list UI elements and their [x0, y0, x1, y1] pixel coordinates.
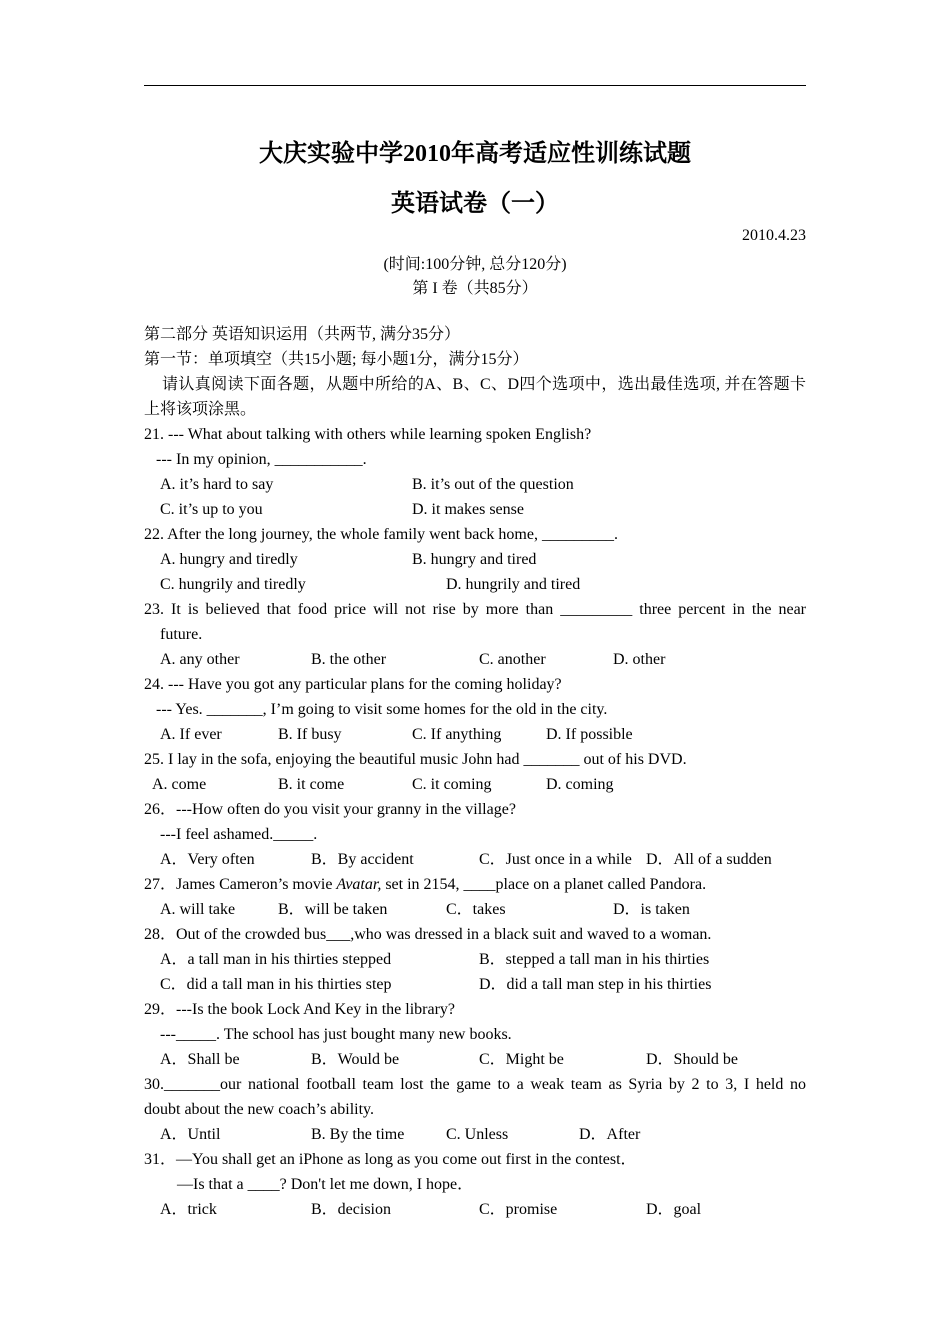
question-23-option-b: B. the other: [311, 651, 387, 668]
question-31-option-c: C．promise: [479, 1201, 558, 1218]
question-21-option-a: A. it’s hard to say: [160, 476, 274, 493]
question-27-option-c: C．takes: [446, 901, 506, 918]
question-31-option-b: B．decision: [311, 1201, 391, 1218]
question-24-option-c: C. If anything: [412, 726, 502, 743]
question-24-option-a: A. If ever: [160, 726, 222, 743]
question-21-option-c: C. it’s up to you: [160, 501, 263, 518]
question-30-option-c: C. Unless: [446, 1126, 509, 1143]
question-27-option-b: B．will be taken: [278, 901, 388, 918]
question-29-stem: 29．---Is the book Lock And Key in the library?: [144, 1001, 456, 1018]
question-23-option-c: C. another: [479, 651, 546, 668]
question-21-option-b: B. it’s out of the question: [412, 476, 574, 493]
question-30-stem: 30._______our national football team lost the game to a weak team as Syria by 2 to 3, I held no: [144, 1076, 806, 1093]
question-22-option-a: A. hungry and tiredly: [160, 551, 298, 568]
question-22-option-b: B. hungry and tired: [412, 551, 537, 568]
question-29-option-c: C．Might be: [479, 1051, 564, 1068]
question-31-option-a: A．trick: [160, 1201, 217, 1218]
question-21-option-d: D. it makes sense: [412, 501, 524, 518]
instruction-line-2: 上将该项涂黑。: [144, 401, 257, 418]
exam-subtitle: 英语试卷（一）: [391, 191, 559, 217]
question-26-option-a: A．Very often: [160, 851, 255, 868]
question-28-option-b: B．stepped a tall man in his thirties: [479, 951, 710, 968]
question-23-stem: 23. It is believed that food price will not rise by more than _________ three percent in the near: [144, 601, 806, 618]
question-30-option-b: B. By the time: [311, 1126, 405, 1143]
question-29-stem2: ---_____. The school has just bought many new books.: [160, 1026, 512, 1043]
question-22-option-c: C. hungrily and tiredly: [160, 576, 306, 593]
header-rule: [144, 85, 806, 86]
question-25-stem: 25. I lay in the sofa, enjoying the beautiful music John had _______ out of his DVD.: [144, 751, 687, 768]
question-28-option-c: C．did a tall man in his thirties step: [160, 976, 392, 993]
question-24-option-d: D. If possible: [546, 726, 633, 743]
question-28-stem: 28．Out of the crowded bus___,who was dressed in a black suit and waved to a woman.: [144, 926, 712, 943]
question-27-stem-post: set in 2154, ____place on a planet called Pandora.: [381, 876, 707, 893]
volume-info: 第 I 卷（共85分）: [412, 280, 538, 297]
question-29-option-b: B．Would be: [311, 1051, 400, 1068]
question-24-stem2: --- Yes. _______, I’m going to visit some homes for the old in the city.: [156, 701, 608, 718]
question-23-option-d: D. other: [613, 651, 666, 668]
part-heading: 第二部分 英语知识运用（共两节, 满分35分）: [144, 326, 461, 343]
question-25-option-c: C. it coming: [412, 776, 492, 793]
question-21-stem: 21. --- What about talking with others while learning spoken English?: [144, 426, 592, 443]
instruction-line-1: 请认真阅读下面各题，从题中所给的A、B、C、D四个选项中，选出最佳选项, 并在答题卡: [162, 376, 806, 393]
exam-title: 大庆实验中学2010年高考适应性训练试题: [259, 141, 691, 167]
exam-date: 2010.4.23: [742, 227, 806, 244]
question-25-option-b: B. it come: [278, 776, 345, 793]
question-27-stem-pre: 27．James Cameron’s movie: [144, 876, 337, 893]
question-23-option-a: A. any other: [160, 651, 240, 668]
question-31-option-d: D．goal: [646, 1201, 702, 1218]
question-30-stem2: doubt about the new coach’s ability.: [144, 1101, 375, 1118]
question-30-option-a: A．Until: [160, 1126, 221, 1143]
question-24-option-b: B. If busy: [278, 726, 342, 743]
question-26-option-d: D．All of a sudden: [646, 851, 772, 868]
question-21-stem2: --- In my opinion, ___________.: [156, 451, 367, 468]
question-27-option-a: A. will take: [160, 901, 236, 918]
question-31-stem2: —Is that a ____? Don't let me down, I hope．: [177, 1176, 474, 1193]
question-30-option-d: D．After: [579, 1126, 641, 1143]
question-31-stem: 31．—You shall get an iPhone as long as you come out first in the contest．: [144, 1151, 637, 1168]
question-26-stem: 26．---How often do you visit your granny in the village?: [144, 801, 516, 818]
question-29-option-d: D．Should be: [646, 1051, 739, 1068]
section-heading: 第一节：单项填空（共15小题; 每小题1分，满分15分）: [144, 351, 529, 368]
question-24-stem: 24. --- Have you got any particular plans for the coming holiday?: [144, 676, 562, 693]
question-26-stem2: ---I feel ashamed._____.: [160, 826, 318, 843]
question-27-movie-title: Avatar,: [336, 876, 382, 893]
question-29-option-a: A．Shall be: [160, 1051, 240, 1068]
question-28-option-d: D．did a tall man step in his thirties: [479, 976, 712, 993]
time-info: (时间:100分钟, 总分120分): [383, 256, 567, 273]
question-27-option-d: D．is taken: [613, 901, 690, 918]
question-23-stem2: future.: [160, 626, 203, 643]
question-25-option-a: A. come: [152, 776, 207, 793]
question-26-option-b: B．By accident: [311, 851, 414, 868]
question-26-option-c: C．Just once in a while: [479, 851, 632, 868]
question-25-option-d: D. coming: [546, 776, 614, 793]
question-27-stem: [144, 875, 706, 895]
question-22-option-d: D. hungrily and tired: [446, 576, 581, 593]
question-28-option-a: A．a tall man in his thirties stepped: [160, 951, 392, 968]
question-22-stem: 22. After the long journey, the whole family went back home, _________.: [144, 526, 618, 543]
